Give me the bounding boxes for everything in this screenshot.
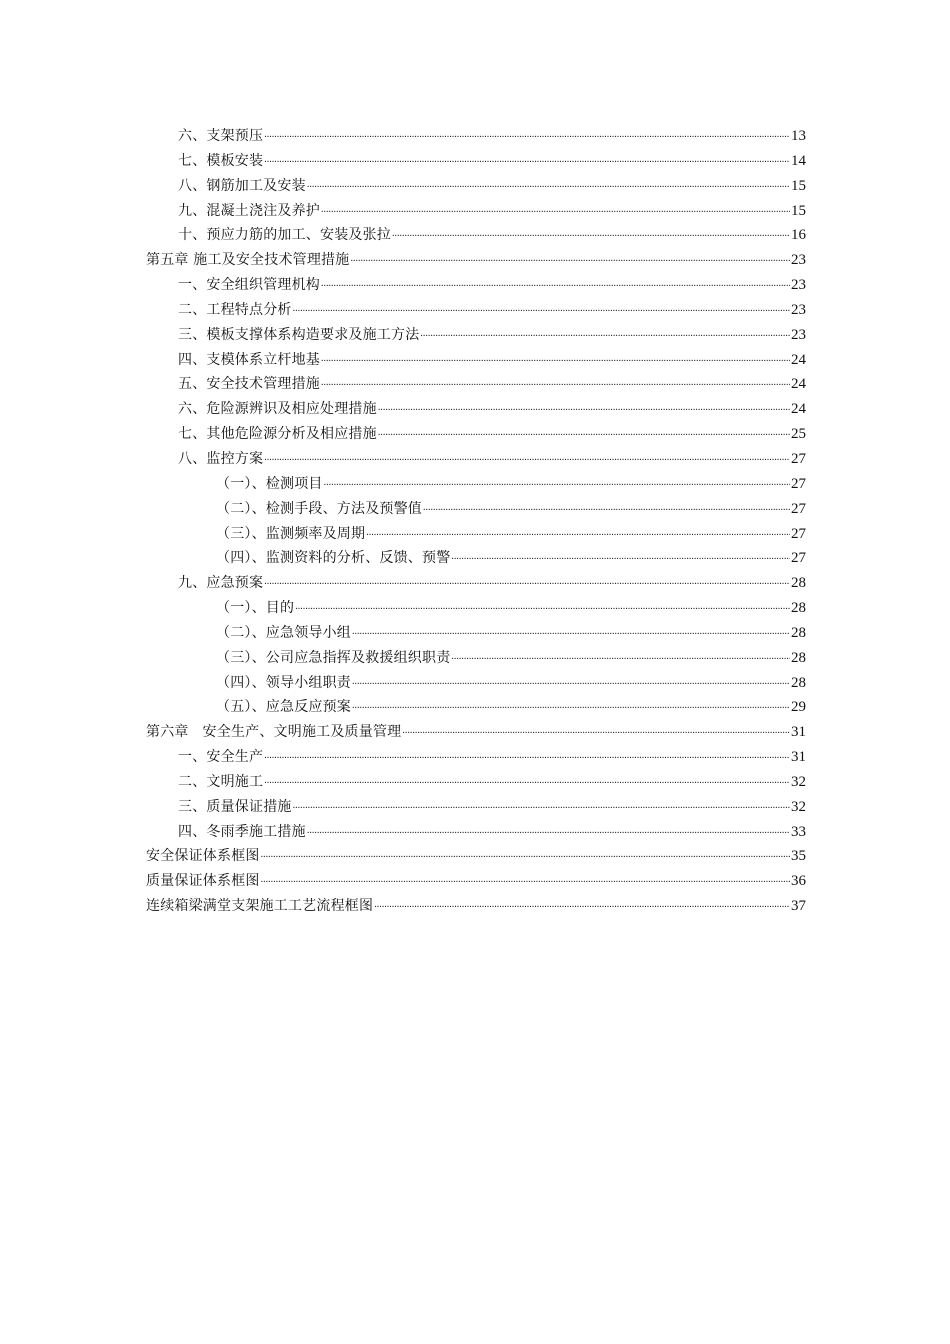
toc-entry-title: （一）、检测项目 [216, 475, 323, 492]
toc-leader-dots [378, 419, 790, 446]
toc-leader-dots [321, 369, 790, 396]
toc-entry-page: 27 [791, 500, 806, 517]
toc-entry-title: 十、预应力筋的加工、安装及张拉 [178, 227, 391, 244]
toc-entry-page: 23 [791, 277, 806, 294]
toc-leader-dots [307, 171, 790, 198]
toc-entry-page: 29 [791, 699, 806, 716]
toc-entry-page: 32 [791, 773, 806, 790]
toc-leader-dots [261, 866, 790, 893]
toc-entry-page: 24 [791, 351, 806, 368]
toc-leader-dots [451, 643, 790, 670]
toc-entry-page: 31 [791, 749, 806, 766]
toc-entry-page: 33 [791, 823, 806, 840]
toc-entry-page: 28 [791, 649, 806, 666]
toc-leader-dots [366, 519, 790, 546]
toc-entry-title: 一、安全生产 [178, 749, 264, 766]
toc-leader-dots [350, 245, 790, 272]
toc-leader-dots [264, 146, 790, 173]
toc-leader-dots [374, 891, 790, 918]
toc-entry-page: 14 [791, 152, 806, 169]
toc-leader-dots [324, 469, 790, 496]
toc-leader-dots [352, 668, 790, 695]
toc-entry-page: 28 [791, 624, 806, 641]
toc-entry-title: 四、冬雨季施工措施 [178, 823, 306, 840]
toc-entry-page: 25 [791, 426, 806, 443]
toc-entry-title: 安全保证体系框图 [146, 848, 260, 865]
toc-leader-dots [392, 220, 790, 247]
toc-entry-page: 16 [791, 227, 806, 244]
toc-entry-title: 二、文明施工 [178, 773, 264, 790]
toc-entry-title: 七、其他危险源分析及相应措施 [178, 426, 377, 443]
toc-leader-dots [451, 543, 790, 570]
toc-entry-title: 三、质量保证措施 [178, 798, 292, 815]
toc-entry-title: （三）、监测频率及周期 [216, 525, 366, 542]
toc-entry-page: 36 [791, 873, 806, 890]
toc-entry-page: 24 [791, 401, 806, 418]
toc-leader-dots [264, 767, 790, 794]
toc-entry-page: 28 [791, 674, 806, 691]
toc-entry-title: （三）、公司应急指挥及救援组织职责 [216, 649, 451, 666]
toc-leader-dots [264, 742, 790, 769]
toc-entry-title: 四、支模体系立杆地基 [178, 351, 320, 368]
toc-leader-dots [423, 494, 790, 521]
toc-entry-title: （一）、目的 [216, 600, 295, 617]
toc-entry-title: （四）、监测资料的分析、反馈、预警 [216, 550, 451, 567]
toc-entry-title: （四）、领导小组职责 [216, 674, 351, 691]
toc-leader-dots [402, 717, 790, 744]
toc-entry-page: 24 [791, 376, 806, 393]
toc-leader-dots [264, 568, 790, 595]
toc-entry-page: 28 [791, 575, 806, 592]
toc-entry-page: 31 [791, 724, 806, 741]
toc-entry-title: 八、钢筋加工及安装 [178, 177, 306, 194]
toc-entry-page: 15 [791, 177, 806, 194]
toc-entry-title: （二）、应急领导小组 [216, 624, 351, 641]
toc-entry-title: 三、模板支撑体系构造要求及施工方法 [178, 326, 420, 343]
toc-leader-dots [352, 618, 790, 645]
toc-entry-title: 八、监控方案 [178, 450, 264, 467]
toc-leader-dots [293, 792, 790, 819]
toc-leader-dots [261, 841, 790, 868]
toc-leader-dots [321, 196, 790, 223]
toc-entry-page: 23 [791, 326, 806, 343]
toc-entry-page: 27 [791, 550, 806, 567]
toc-entry-page: 37 [791, 898, 806, 915]
toc-entry-page: 32 [791, 798, 806, 815]
toc-entry-page: 13 [791, 128, 806, 144]
toc-entry-page: 15 [791, 202, 806, 219]
toc-entry-title: 一、安全组织管理机构 [178, 277, 320, 294]
toc-entry-title: 第五章 施工及安全技术管理措施 [146, 252, 350, 269]
toc-entry-page: 27 [791, 525, 806, 542]
toc-leader-dots [352, 692, 790, 719]
toc-entry-title: 质量保证体系框图 [146, 873, 260, 890]
toc-leader-dots [264, 444, 790, 471]
toc-entry-title: 五、安全技术管理措施 [178, 376, 320, 393]
table-of-contents [146, 124, 806, 919]
toc-leader-dots [321, 345, 790, 372]
toc-entry-title: 九、混凝土浇注及养护 [178, 202, 320, 219]
toc-leader-dots [321, 270, 790, 297]
toc-entry-title: （二）、检测手段、方法及预警值 [216, 500, 422, 517]
toc-entry-title: 七、模板安装 [178, 152, 264, 169]
toc-leader-dots [293, 295, 790, 322]
toc-entry-title: 九、应急预案 [178, 575, 264, 592]
toc-entry-title: （五）、应急反应预案 [216, 699, 351, 716]
toc-entry-page: 28 [791, 600, 806, 617]
toc-entry-page: 27 [791, 475, 806, 492]
toc-entry-title: 连续箱梁满堂支架施工工艺流程框图 [146, 898, 374, 915]
toc-entry-page: 27 [791, 450, 806, 467]
toc-chapter-entry[interactable] [146, 894, 806, 919]
toc-leader-dots [378, 394, 790, 421]
toc-entry-page: 23 [791, 252, 806, 269]
toc-entry-page: 35 [791, 848, 806, 865]
toc-leader-dots [264, 121, 790, 148]
toc-entry-title: 第六章 安全生产、文明施工及质量管理 [146, 724, 402, 741]
toc-entry-page: 23 [791, 301, 806, 318]
toc-leader-dots [420, 320, 790, 347]
toc-entry-title: 二、工程特点分析 [178, 301, 292, 318]
toc-entry-title: 六、支架预压 [178, 128, 264, 144]
toc-leader-dots [295, 593, 790, 620]
toc-entry-title: 六、危险源辨识及相应处理措施 [178, 401, 377, 418]
toc-leader-dots [307, 817, 790, 844]
